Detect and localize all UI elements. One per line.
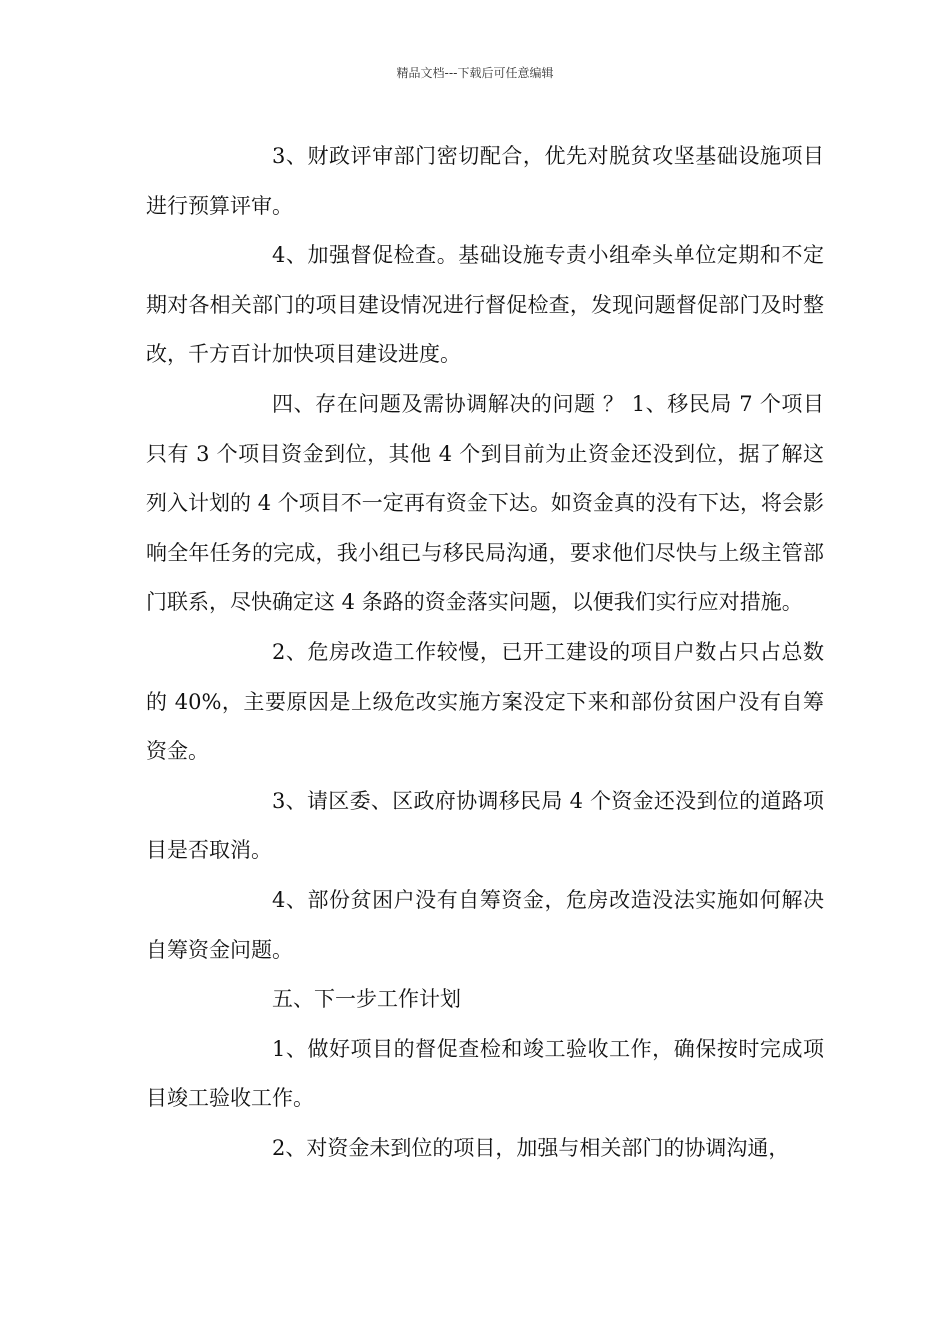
paragraph-supervision: 4、加强督促检查。基础设施专责小组牵头单位定期和不定期对各相关部门的项目建设情况进行督促检查，发现问题督促部门及时整改，千方百计加快项目建设进度。 (146, 243, 824, 367)
section-heading-next-plan: 五、下一步工作计划 (272, 987, 461, 1012)
paragraph-finance-review: 3、财政评审部门密切配合，优先对脱贫攻坚基础设施项目进行预算评审。 (146, 144, 824, 218)
paragraph-housing-renovation: 2、危房改造工作较慢，已开工建设的项目户数占只占总数的 40%，主要原因是上级危改实施方案没定下来和部份贫困户没有自筹资金。 (146, 639, 824, 764)
paragraph-coordination-request: 3、请区委、区政府协调移民局 4 个资金还没到位的道路项目是否取消。 (146, 788, 824, 863)
document-body (146, 132, 824, 1173)
paragraph-acceptance-work: 1、做好项目的督促查检和竣工验收工作，确保按时完成项目竣工验收工作。 (146, 1036, 824, 1111)
paragraph-problems: 四、存在问题及需协调解决的问题 ？ 1、移民局 7 个项目只有 3 个项目资金到位，其他 4 个到目前为止资金还没到位，据了解这列入计划的 4 个项目不一定再有资金下达。如资金真的没有下达，将会影响全年任务的完成，我小组已与移民局沟通，要求他们尽快与上级主管部门联系，尽快确定这 4 条路的资金落实问题，以便我们实行应对措施。 (146, 391, 824, 615)
paragraph-funding-coordination: 2、对资金未到位的项目，加强与相关部门的协调沟通， (272, 1135, 790, 1160)
paragraph-self-funding: 4、部份贫困户没有自筹资金，危房改造没法实施如何解决自筹资金问题。 (146, 887, 824, 962)
page-header: 精品文档---下载后可任意编辑 (396, 66, 554, 80)
